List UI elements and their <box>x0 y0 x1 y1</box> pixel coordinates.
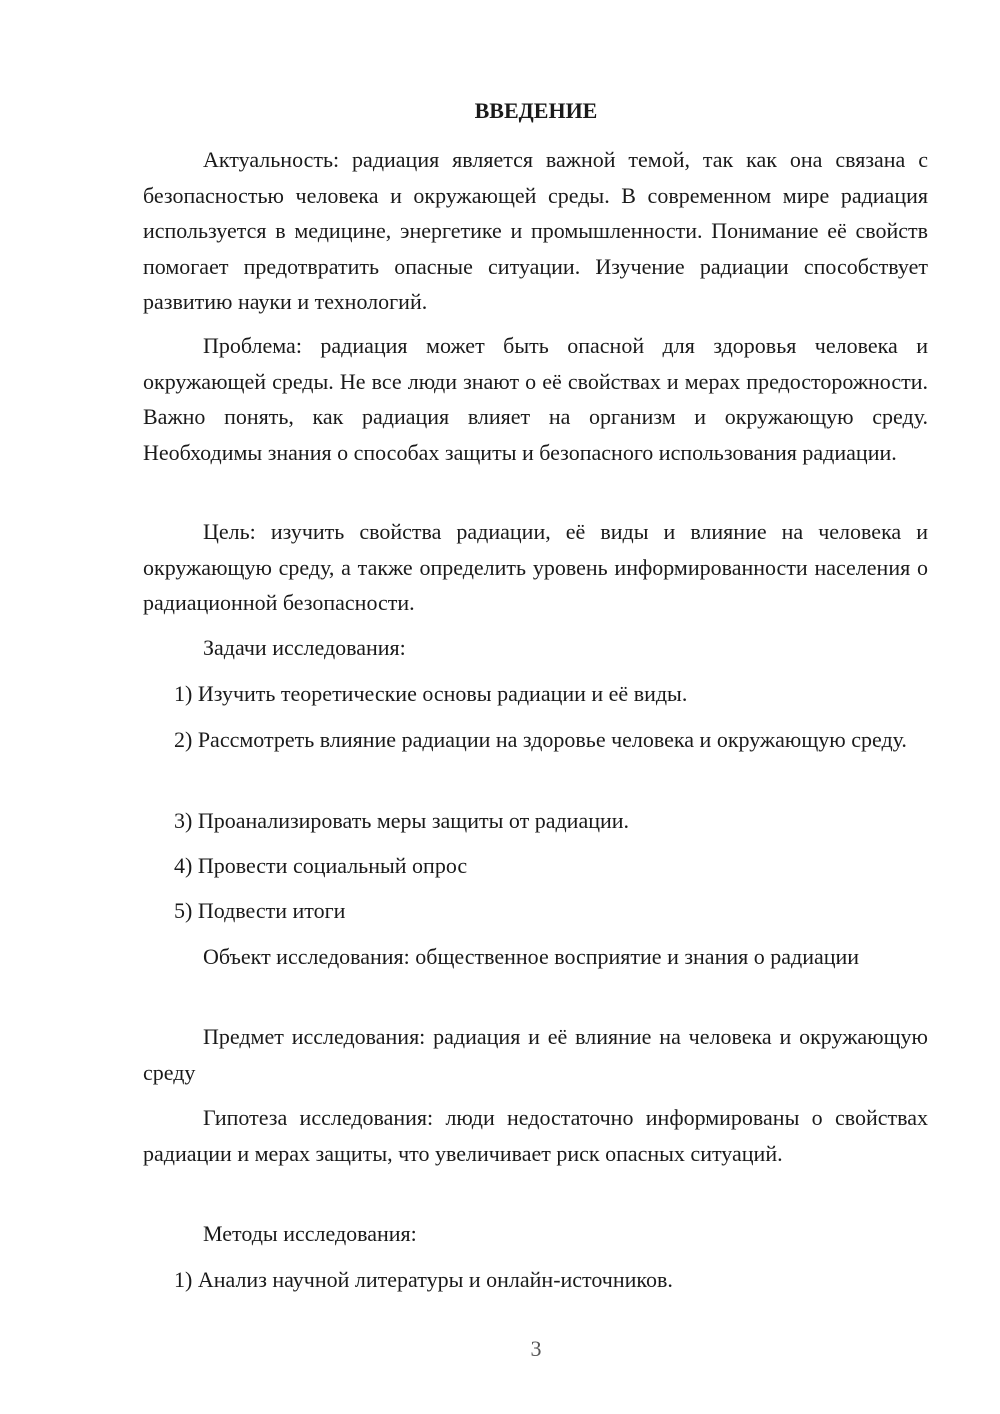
goal-paragraph: Цель: изучить свойства радиации, её виды и влияние на человека и окружающую среду, а также определить уровень информированности населения о радиационной безопасности. <box>143 519 928 615</box>
task-item-4: 4) Провести социальный опрос <box>174 853 468 878</box>
task-item-5: 5) Подвести итоги <box>174 898 346 923</box>
object-paragraph: Объект исследования: общественное восприятие и знания о радиации <box>203 944 860 969</box>
tasks-heading: Задачи исследования: <box>203 635 406 660</box>
task-item-1: 1) Изучить теоретические основы радиации и её виды. <box>174 681 688 706</box>
subject-paragraph: Предмет исследования: радиация и её влияние на человека и окружающую среду <box>143 1024 928 1085</box>
problem-paragraph: Проблема: радиация может быть опасной для здоровья человека и окружающей среды. Не все люди знают о её свойствах и мерах предосторожности. Важно понять, как радиация влияет на организм и окружающую среду. Необходимы знания о способах защиты и безопасного использования радиации. <box>143 333 928 465</box>
hypothesis-paragraph: Гипотеза исследования: люди недостаточно информированы о свойствах радиации и мерах защиты, что увеличивает риск опасных ситуаций. <box>143 1105 928 1166</box>
page-number: 3 <box>530 1336 542 1361</box>
relevance-paragraph: Актуальность: радиация является важной темой, так как она связана с безопасностью человека и окружающей среды. В современном мире радиация используется в медицине, энергетике и промышленности. Понимание её свойств помогает предотвратить опасные ситуации. Изучение радиации способствует развитию науки и технологий. <box>143 147 928 314</box>
task-item-3: 3) Проанализировать меры защиты от радиации. <box>174 808 630 833</box>
methods-heading: Методы исследования: <box>203 1221 417 1246</box>
task-item-2: 2) Рассмотреть влияние радиации на здоровье человека и окружающую среду. <box>174 727 907 752</box>
method-item-1: 1) Анализ научной литературы и онлайн-источников. <box>174 1267 673 1292</box>
page-title: ВВЕДЕНИЕ <box>474 98 598 123</box>
